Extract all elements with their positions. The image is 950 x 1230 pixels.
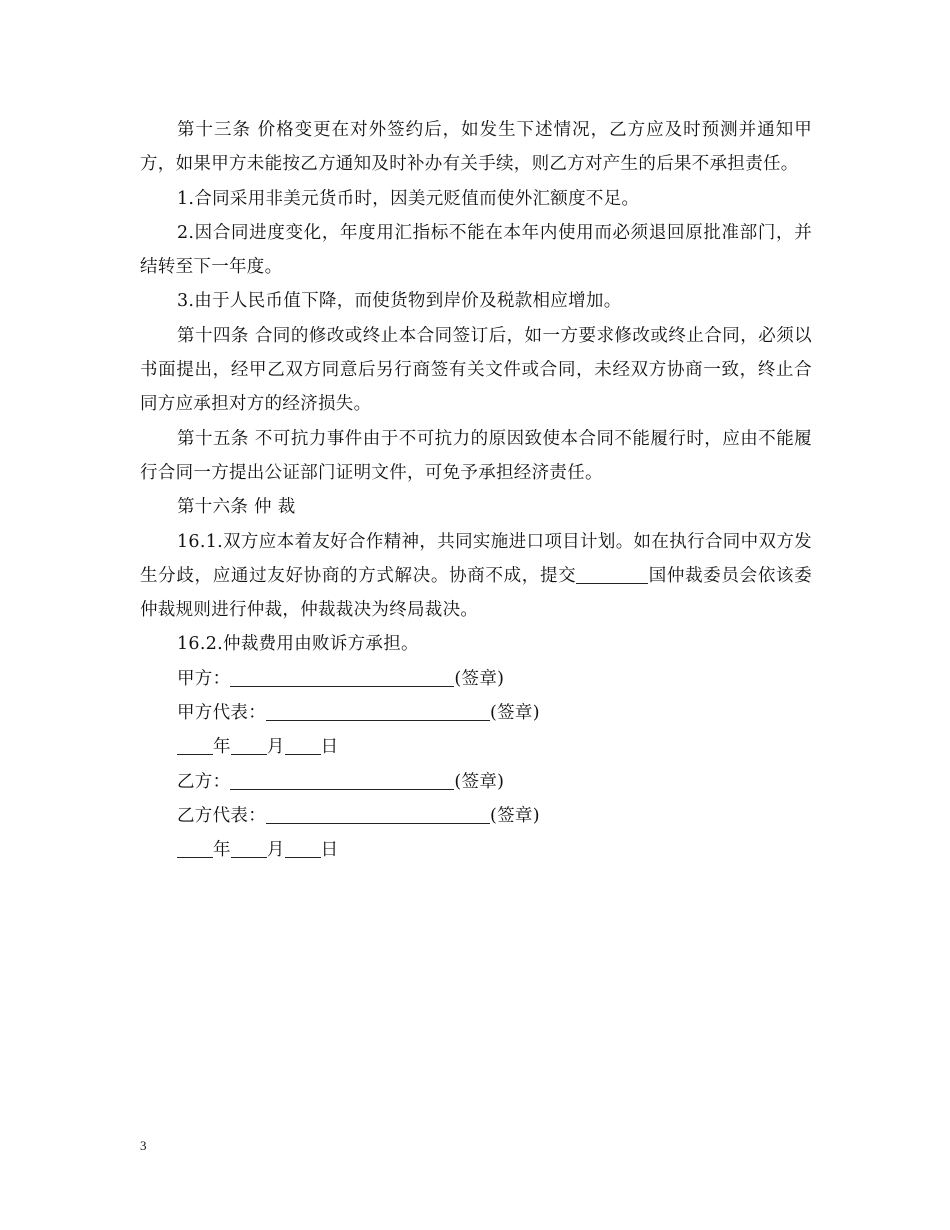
day-label: 日 bbox=[320, 840, 339, 861]
party-b-month-blank bbox=[231, 840, 267, 859]
party-a-blank bbox=[230, 668, 454, 687]
article-13-item-2: 2.因合同进度变化，年度用汇指标不能在本年内使用而必须退回原批准部门，并结转至下一年度。 bbox=[140, 222, 812, 278]
arbitration-country-blank bbox=[576, 565, 648, 584]
party-b-label: 乙方： bbox=[177, 771, 231, 792]
party-b-date-line bbox=[140, 833, 812, 867]
article-13-item-1: 1.合同采用非美元货币时，因美元贬值而使外汇额度不足。 bbox=[177, 188, 640, 209]
party-b-signature-line bbox=[140, 765, 812, 799]
article-14-paragraph: 第十四条 合同的修改或终止本合同签订后，如一方要求修改或终止合同，必须以书面提出，经甲乙双方同意后另行商签有关文件或合同，未经双方协商一致，终止合同方应承担对方的经济损失。 bbox=[140, 325, 812, 415]
contract-body bbox=[140, 113, 812, 868]
party-a-year-blank bbox=[177, 737, 213, 756]
party-b-rep-seal: (签章) bbox=[490, 805, 540, 826]
party-b-blank bbox=[230, 771, 454, 790]
article-16-clause-1 bbox=[140, 525, 812, 628]
article-16-clause-2: 16.2.仲裁费用由败诉方承担。 bbox=[177, 634, 419, 655]
party-a-rep-seal: (签章) bbox=[490, 703, 540, 724]
article-16-heading: 第十六条 仲 裁 bbox=[177, 497, 296, 518]
party-b-rep-label: 乙方代表： bbox=[177, 805, 266, 826]
article-15-paragraph: 第十五条 不可抗力事件由于不可抗力的原因致使本合同不能履行时，应由不能履行合同一方提出公证部门证明文件，可免予承担经济责任。 bbox=[140, 428, 812, 483]
article-13-item-3: 3.由于人民币值下降，而使货物到岸价及税款相应增加。 bbox=[177, 291, 622, 312]
party-b-rep-blank bbox=[266, 805, 490, 824]
party-a-date-line bbox=[140, 730, 812, 764]
party-a-seal: (签章) bbox=[454, 668, 505, 689]
party-b-day-blank bbox=[285, 840, 321, 859]
party-b-year-blank bbox=[177, 840, 213, 859]
party-a-rep-label: 甲方代表： bbox=[177, 703, 266, 724]
year-label: 年 bbox=[213, 840, 231, 861]
party-a-day-blank bbox=[285, 737, 321, 756]
party-a-month-blank bbox=[231, 737, 267, 756]
clause-1-text-after: 国仲裁委员会依该委仲裁规则进行仲裁，仲裁裁决为终局裁决。 bbox=[140, 565, 812, 621]
month-label: 月 bbox=[266, 840, 285, 861]
party-a-signature-line bbox=[140, 662, 812, 696]
party-a-label: 甲方： bbox=[177, 668, 231, 689]
clause-1-text-before: 16.1.双方应本着友好合作精神，共同实施进口项目计划。如在执行合同中双方发生分歧，应通过友好协商的方式解决。协商不成，提交 bbox=[140, 531, 812, 586]
party-a-rep-blank bbox=[266, 703, 490, 722]
party-b-rep-signature-line bbox=[140, 799, 812, 833]
month-label: 月 bbox=[266, 737, 285, 758]
party-a-rep-signature-line bbox=[140, 696, 812, 730]
party-b-seal: (签章) bbox=[454, 771, 505, 792]
day-label: 日 bbox=[320, 737, 339, 758]
year-label: 年 bbox=[213, 737, 231, 758]
page-number: 3 bbox=[140, 1138, 147, 1153]
article-13-paragraph: 第十三条 价格变更在对外签约后，如发生下述情况，乙方应及时预测并通知甲方，如果甲方未能按乙方通知及时补办有关手续，则乙方对产生的后果不承担责任。 bbox=[140, 120, 812, 175]
